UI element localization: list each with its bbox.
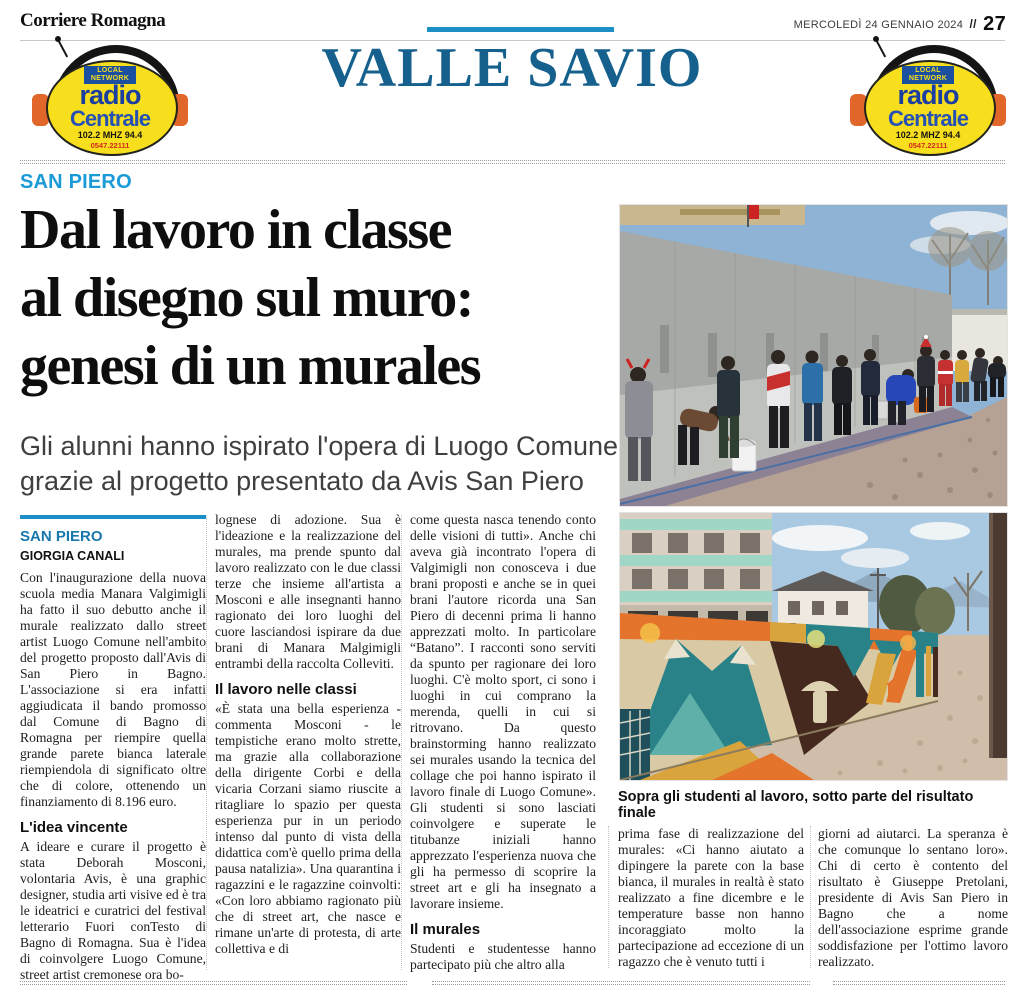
students-painting-illustration [620,205,1007,506]
logo-phone: 0547.22111 [908,141,948,150]
column-separator [810,826,811,968]
banner-rule [20,160,1005,164]
paragraph: Con l'inaugurazione della nuova scuola media Manara Valgimigli ha fatto il suo debutto anche il murale realizzato dallo street artist Luogo Comune nell'ambito del progetto proposto dall'Avis di San Piero in Bagno. L'associazione si era infatti aggiudicata il bando promosso dal Comune di Bagno di Romagna per riempire quella grande parete bianca laterale riempiendola di significato oltre che di colore, ottenendo un finanziamento di 8.196 euro. [20,570,206,809]
byline-author: GIORGIA CANALI [20,549,125,563]
paragraph: «È stata una bella esperienza - commenta Mosconi - le tempistiche erano molto strette, ma grazie alla collaborazione della dirigente Corbi e della vicaria Corzani siamo riuscite a ritagliare lo spazio per questa esperienza pur in un periodo intenso dal punto di vista della didattica com'è quello prima della pausa natalizia». Una quarantina i ragazzini e le ragazzine coinvolti: «Con loro abbiamo ragionato più che di street art, che nasce e rimane un'arte di protesta, di arte collettiva e di [215,701,401,956]
header-accent-bar [427,27,614,32]
article-column-2 [215,512,401,965]
logo-name-centrale: Centrale [887,106,969,131]
byline-rule [20,515,206,519]
crosshead: Il murales [410,921,481,938]
photo-finished-mural [620,513,1007,780]
article-column-1 [20,515,206,991]
crosshead: L'idea vincente [20,819,128,836]
radio-centrale-logo-right [840,42,1016,156]
article-headline: Dal lavoro in classe al disegno sul muro: genesi di un murales [20,199,481,397]
date-separator: // [969,17,977,31]
paragraph: giorni ad aiutarci. La speranza è che comunque lo sentano loro». Chi di certo è contento del risultato è Giuseppe Pretolani, presidente di Avis San Piero in Bagno che a nome dell'associazione esprime grande soddisfazione per l'ottimo lavoro realizzato. [818,826,1008,969]
column-separator [206,515,207,970]
masthead: Corriere Romagna [20,10,166,31]
article-column-3 [410,512,596,981]
paragraph: lognese di adozione. Sua è l'ideazione e la realizzazione del murales, ma prende spunto dal lavoro realizzato con le due classi terze che insieme all'artista a Mosconi e alle insegnanti hanno ragionato dei loro luoghi del cuore lasciandosi ispirare da due brani di Manara Malgimigli entrambi della raccolta Colleviti. [215,512,401,671]
logo-name-radio: radio [79,80,141,110]
column-separator [608,826,609,968]
logo-name-centrale: Centrale [69,106,151,131]
column-separator [401,515,402,970]
logo-frequency: 102.2 MHZ 94.4 [895,130,961,140]
section-title: VALLE SAVIO [321,37,703,99]
paragraph: Studenti e studentesse hanno partecipato più che altro alla [410,941,596,972]
radio-centrale-logo-left [22,42,198,156]
logo-badge: LOCAL NETWORK [84,66,136,84]
article-column-4 [618,826,804,978]
logo-badge: LOCAL NETWORK [902,66,954,84]
paragraph: prima fase di realizzazione del murales: «Ci hanno aiutato a dipingere la parete con la base bianca, il murales in realtà è stato realizzato a fine dicembre e le temperature basse non hanno incoraggiato molto la partecipazione ad eccezione di un ragazzo che è venuto tutti i [618,826,804,969]
paragraph: A ideare e curare il progetto è stata Deborah Mosconi, volontaria Avis, è una graphic designer, studia arti visive ed è tra le ideatrici e curatrici del festival letterario Fuori conTesto di Bagno di Romagna. Sua è l'idea di coinvolgere Luogo Comune, street artist cremonese ora bo- [20,839,206,982]
photo-caption: Sopra gli studenti al lavoro, sotto parte del risultato finale [618,789,974,821]
crosshead: Il lavoro nelle classi [215,681,357,698]
date-text: MERCOLEDÌ 24 GENNAIO 2024 [793,19,964,31]
bottom-rule [20,981,407,985]
photo-students-painting [620,205,1007,506]
dateline [794,13,1006,36]
article-kicker: SAN PIERO [20,171,132,193]
article-column-5 [818,826,1008,978]
paragraph: come questa nasca tenendo conto delle visioni di tutti». Anche chi aveva già incontrato l'opera di Valgimigli non conosceva i due brani proposti e anche se in quei brani l'autore ricorda una San Piero di decenni prima li hanno apprezzati molto. In particolare “Batano”. I racconti sono serviti da spunto per ragionare dei loro luoghi. C'è molto sport, ci sono i luoghi in cui comprano la merenda, quelli in cui si ritrovano. Da questo brainstorming hanno realizzato sei murales usando la tecnica del collage che poi hanno ispirato il lavoro finale di Luogo Comune». Gli studenti si sono lasciati coinvolgere e superate le titubanze iniziali hanno apprezzato l'esperienza nuova che gli ha permesso di scoprire la street art e gli ha insegnato a lavorare insieme. [410,512,596,911]
logo-frequency: 102.2 MHZ 94.4 [77,130,143,140]
logo-name-radio: radio [897,80,959,110]
article-dek: Gli alunni hanno ispirato l'opera di Luogo Comune grazie al progetto presentato da Avis San Piero [20,431,619,496]
bottom-rule [833,981,1005,985]
bottom-rule [432,981,810,985]
finished-mural-illustration [620,513,1007,780]
page-number: 27 [983,13,1006,35]
byline-section: SAN PIERO [20,528,103,545]
logo-phone: 0547.22111 [90,141,130,150]
